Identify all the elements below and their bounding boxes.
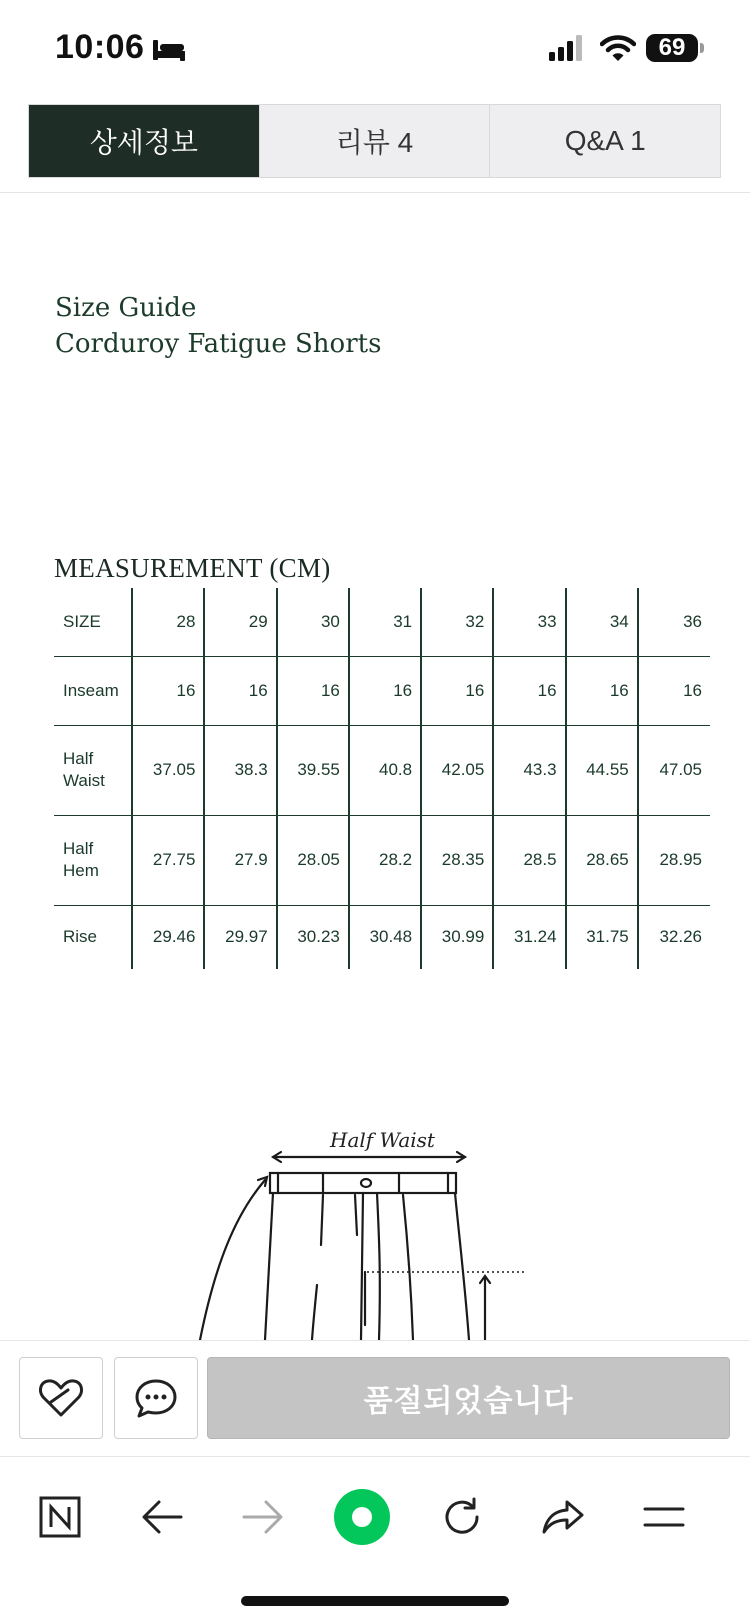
arrow-right-icon <box>242 1499 284 1535</box>
table-cell: 28.05 <box>277 815 349 905</box>
status-time: 10:06 <box>55 28 145 66</box>
battery-level: 69 <box>646 34 698 62</box>
table-cell: 29.97 <box>204 905 276 969</box>
sleep-focus-icon <box>152 38 186 62</box>
table-cell: 43.3 <box>493 725 565 815</box>
sold-out-button[interactable]: 품절되었습니다 <box>207 1357 730 1439</box>
table-row <box>54 905 710 969</box>
table-row <box>54 656 710 725</box>
half-waist-label: Half Waist <box>330 1128 435 1152</box>
table-cell: 29.46 <box>132 905 204 969</box>
measurement-table <box>54 588 710 969</box>
product-name: Corduroy Fatigue Shorts <box>55 329 382 359</box>
table-cell: 16 <box>349 656 421 725</box>
table-cell: 33 <box>493 588 565 656</box>
hamburger-menu-icon <box>643 1503 685 1531</box>
table-cell: 37.05 <box>132 725 204 815</box>
table-cell: 27.75 <box>132 815 204 905</box>
table-cell: 28.2 <box>349 815 421 905</box>
row-label: Rise <box>63 927 98 947</box>
chat-bubble-icon <box>134 1377 178 1419</box>
shorts-diagram <box>185 1125 565 1340</box>
table-cell: 39.55 <box>277 725 349 815</box>
refresh-button[interactable] <box>432 1487 492 1547</box>
table-cell: 30 <box>277 588 349 656</box>
table-row <box>54 588 710 656</box>
forward-button[interactable] <box>233 1487 293 1547</box>
table-cell: 16 <box>132 656 204 725</box>
size-guide-heading: Size Guide <box>55 293 197 323</box>
detail-tabs <box>28 104 721 178</box>
wifi-icon <box>600 33 636 63</box>
table-cell: 16 <box>421 656 493 725</box>
share-button[interactable] <box>533 1487 593 1547</box>
row-label: Inseam <box>54 656 132 725</box>
table-cell: 28.35 <box>421 815 493 905</box>
back-button[interactable] <box>132 1487 192 1547</box>
table-cell: 31.24 <box>493 905 565 969</box>
cellular-signal-icon <box>548 34 586 62</box>
tab-reviews[interactable]: 리뷰 4 <box>259 105 490 177</box>
arrow-left-icon <box>141 1499 183 1535</box>
naver-home-button[interactable] <box>30 1487 90 1547</box>
size-guide-title <box>55 290 381 362</box>
like-button[interactable] <box>19 1357 103 1439</box>
table-cell: 30.48 <box>349 905 421 969</box>
table-cell: 28.65 <box>566 815 638 905</box>
heart-icon <box>38 1378 84 1418</box>
table-cell: 36 <box>638 588 710 656</box>
table-cell: 38.3 <box>204 725 276 815</box>
table-cell: 28 <box>132 588 204 656</box>
table-row <box>54 815 710 905</box>
row-label: Half Hem <box>54 815 132 905</box>
purchase-action-bar <box>0 1340 750 1456</box>
tab-divider <box>0 192 750 193</box>
table-cell: 44.55 <box>566 725 638 815</box>
green-dot-icon <box>350 1505 374 1529</box>
row-label: Half Waist <box>54 725 132 815</box>
table-row <box>54 725 710 815</box>
naver-n-icon <box>39 1496 81 1538</box>
table-cell: 16 <box>277 656 349 725</box>
home-indicator[interactable] <box>241 1596 509 1606</box>
green-dot-button[interactable] <box>334 1489 390 1545</box>
chat-button[interactable] <box>114 1357 198 1439</box>
table-cell: 42.05 <box>421 725 493 815</box>
table-cell: 16 <box>638 656 710 725</box>
table-cell: 32.26 <box>638 905 710 969</box>
table-cell: 30.23 <box>277 905 349 969</box>
table-cell: 40.8 <box>349 725 421 815</box>
menu-button[interactable] <box>634 1487 694 1547</box>
share-arrow-icon <box>541 1498 585 1536</box>
table-cell: 31 <box>349 588 421 656</box>
table-cell: 16 <box>566 656 638 725</box>
row-label: SIZE <box>54 588 132 656</box>
table-cell: 27.9 <box>204 815 276 905</box>
table-cell: 16 <box>493 656 565 725</box>
battery-tip <box>700 43 704 53</box>
table-cell: 29 <box>204 588 276 656</box>
measurement-title: MEASUREMENT (CM) <box>54 553 331 583</box>
tab-details[interactable]: 상세정보 <box>29 105 259 177</box>
table-cell: 30.99 <box>421 905 493 969</box>
refresh-icon <box>441 1496 483 1538</box>
table-cell: 34 <box>566 588 638 656</box>
table-cell: 16 <box>204 656 276 725</box>
tab-qna[interactable]: Q&A 1 <box>489 105 720 177</box>
table-cell: 32 <box>421 588 493 656</box>
status-bar <box>0 0 750 100</box>
table-cell: 28.95 <box>638 815 710 905</box>
table-cell: 31.75 <box>566 905 638 969</box>
table-cell: 28.5 <box>493 815 565 905</box>
table-cell: 47.05 <box>638 725 710 815</box>
